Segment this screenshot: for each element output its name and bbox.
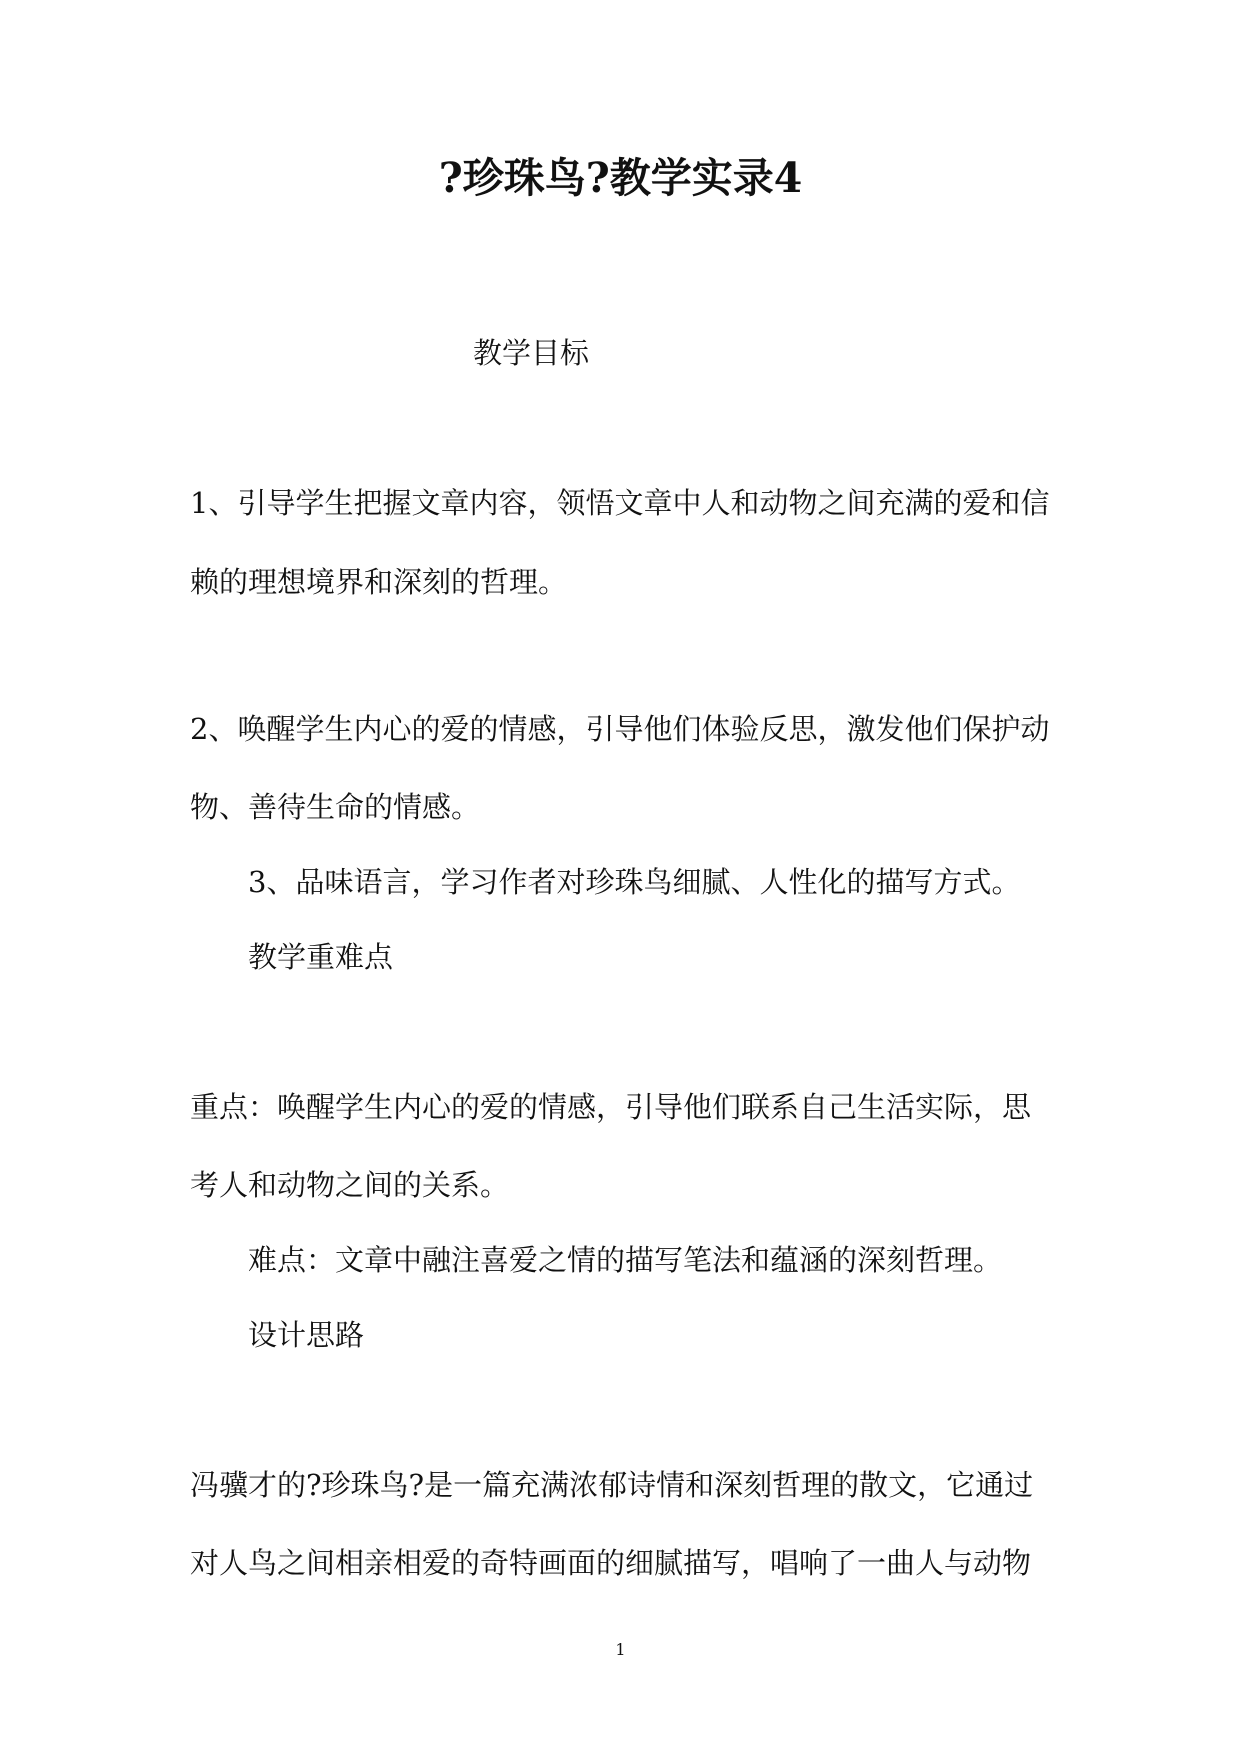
design-line-1: 冯骥才的?珍珠鸟?是一篇充满浓郁诗情和深刻哲理的散文，它通过: [190, 1468, 1034, 1502]
section-heading-key-points: 教学重难点: [248, 940, 394, 974]
section-heading-design: 设计思路: [248, 1318, 365, 1352]
objective-3: 3、品味语言，学习作者对珍珠鸟细腻、人性化的描写方式。: [248, 865, 1021, 899]
section-heading-objectives: 教学目标: [473, 336, 590, 370]
objective-2-line-1: 2、唤醒学生内心的爱的情感，引导他们体验反思，激发他们保护动: [190, 712, 1050, 746]
page-number: 1: [615, 1640, 626, 1659]
objective-2-line-2: 物、善待生命的情感。: [190, 790, 481, 824]
difficulty-point: 难点：文章中融注喜爱之情的描写笔法和蕴涵的深刻哲理。: [248, 1243, 1003, 1277]
key-point-line-1: 重点：唤醒学生内心的爱的情感，引导他们联系自己生活实际，思: [190, 1090, 1032, 1124]
objective-1-line-1: 1、引导学生把握文章内容，领悟文章中人和动物之间充满的爱和信: [190, 486, 1050, 520]
design-line-2: 对人鸟之间相亲相爱的奇特画面的细腻描写，唱响了一曲人与动物: [190, 1546, 1032, 1580]
key-point-line-2: 考人和动物之间的关系。: [190, 1168, 510, 1202]
document-title: ?珍珠鸟?教学实录4: [438, 154, 803, 202]
objective-1-line-2: 赖的理想境界和深刻的哲理。: [190, 565, 568, 599]
